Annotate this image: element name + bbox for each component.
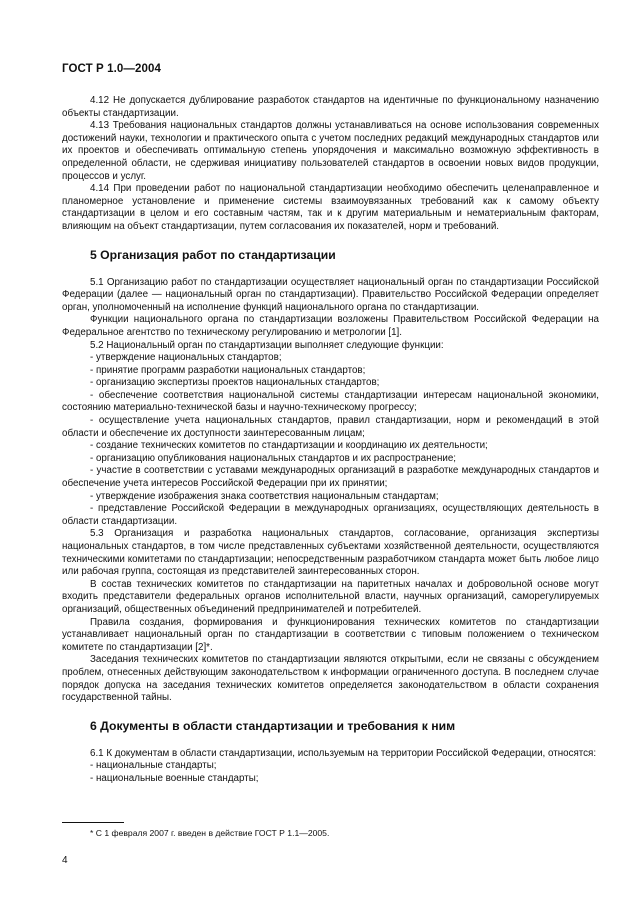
paragraph-5-3: 5.3 Организация и разработка национальных стандартов, согласование, организация экспертизы национальных стандартов, в том числе представленных субъектами хозяйственной деятельности, осуществляются техническими комитетами по стандартизации; непосредственным разработчиком стандарта может быть любое лицо или рабочая группа, состоящая из представителей заинтересованных сторон. — [62, 528, 599, 578]
list-item: - утверждение национальных стандартов; — [90, 352, 282, 364]
document-body — [62, 95, 599, 786]
page-number: 4 — [62, 855, 68, 866]
section-6-heading: 6 Документы в области стандартизации и требования к ним — [90, 718, 456, 733]
list-item: - утверждение изображения знака соответствия национальным стандартам; — [90, 490, 439, 502]
list-item: - организацию экспертизы проектов национальных стандартов; — [90, 377, 380, 389]
document-header: ГОСТ Р 1.0—2004 — [62, 63, 161, 75]
list-item: - национальные военные стандарты; — [90, 772, 259, 784]
list-item: - принятие программ разработки национальных стандартов; — [90, 364, 366, 376]
paragraph-4-12: 4.12 Не допускается дублирование разработок стандартов на идентичные по функциональному назначению объекты стандартизации. — [62, 95, 599, 119]
list-item: - представление Российской Федерации в международных организациях, осуществляющих деятельность в области стандартизации. — [62, 503, 599, 527]
paragraph-5-3-composition: В состав технических комитетов по стандартизации на паритетных началах и добровольной основе могут входить представители федеральных органов исполнительной власти, научных организаций, саморегулируемых организаций, общественных объединений предпринимателей и потребителей. — [62, 578, 599, 615]
list-item: - создание технических комитетов по стандартизации и координацию их деятельности; — [90, 440, 488, 452]
paragraph-5-1: 5.1 Организацию работ по стандартизации осуществляет национальный орган по стандартизации Российской Федерации (далее — национальный орган по стандартизации). Правительство Российской Федерации определяет орган, уполномоченный на исполнение функций национального органа по стандартизации. — [62, 276, 599, 313]
list-item: - обеспечение соответствия национальной системы стандартизации интересам национальной экономики, состоянию материально-технической базы и научно-техническому прогрессу; — [62, 389, 599, 414]
footnote-divider — [62, 822, 124, 823]
paragraph-4-14: 4.14 При проведении работ по национальной стандартизации необходимо обеспечить целенаправленное и планомерное установление и применение системы взаимоувязанных требований как к самому объекту стандартизации в целом и его составным частям, так и к другим материальным и нематериальным факторам, влияющим на объект стандартизации, путем согласования их показателей, норм и требований. — [62, 183, 599, 232]
paragraph-5-3-meetings: Заседания технических комитетов по стандартизации являются открытыми, если не связаны с обсуждением проблем, отнесенных действующим законодательством к информации ограниченного доступа. В последнем случае порядок допуска на заседания технических комитетов определяется законодательством в области сохранения государственной тайны. — [62, 654, 599, 704]
list-item: - участие в соответствии с уставами международных организаций в разработке международных стандартов и обеспечение учета интересов Российской Федерации при их принятии; — [62, 465, 599, 490]
list-item: - национальные стандарты; — [90, 760, 217, 772]
paragraph-5-1-functions: Функции национального органа по стандартизации возложены Правительством Российской Федерации на Федеральное агентство по техническому регулированию и метрологии [1]. — [62, 314, 599, 338]
paragraph-4-13: 4.13 Требования национальных стандартов должны устанавливаться на основе использования современных достижений науки, технологии и практического опыта с учетом последних редакций международных стандартов или их проектов и обеспечивать оптимальную степень упорядочения и максимально возможную эффективность в определенной области, не сдерживая инициативу пользователей стандартов в освоении новых видов продукции, процессов и услуг. — [62, 120, 599, 182]
paragraph-5-3-rules: Правила создания, формирования и функционирования технических комитетов по стандартизации устанавливает национальный орган по стандартизации в соответствии с типовым положением о техническом комитете по стандартизации [2]*. — [62, 616, 599, 653]
list-item: - организацию опубликования национальных стандартов и их распространение; — [90, 452, 456, 464]
paragraph-5-2: 5.2 Национальный орган по стандартизации выполняет следующие функции: — [90, 339, 444, 351]
paragraph-6-1: 6.1 К документам в области стандартизации, используемым на территории Российской Федерации, относятся: — [90, 747, 597, 759]
section-5-heading: 5 Организация работ по стандартизации — [90, 247, 336, 262]
footnote: * С 1 февраля 2007 г. введен в действие ГОСТ Р 1.1—2005. — [90, 828, 330, 838]
list-item: - осуществление учета национальных стандартов, правил стандартизации, норм и рекомендаций в этой области и обеспечение их доступности заинтересованным лицам; — [62, 415, 599, 439]
